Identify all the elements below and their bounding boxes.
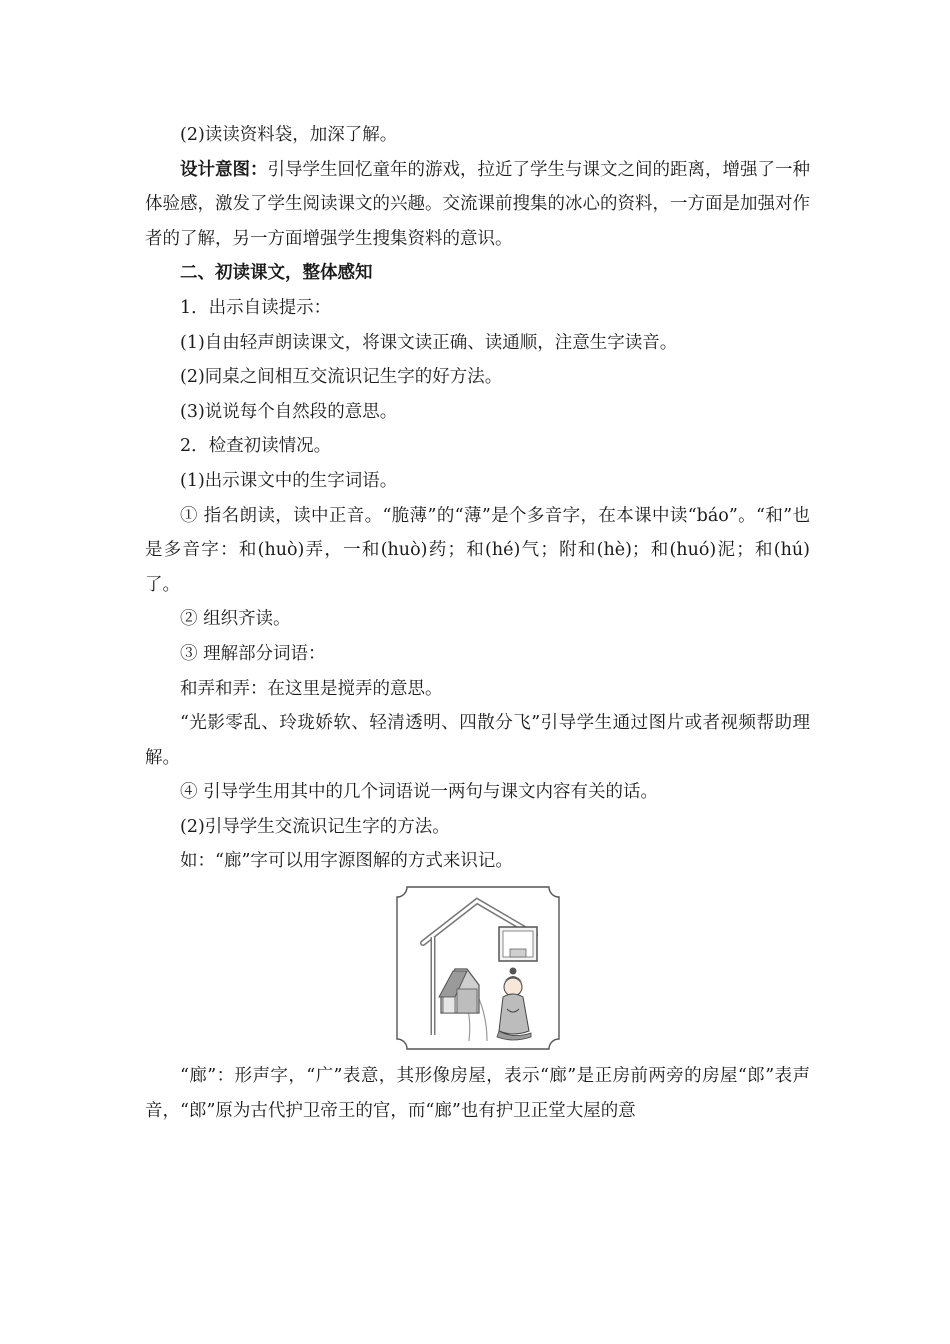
document-page [145,118,810,1128]
paragraph-image-help: “光影零乱、玲珑娇软、轻清透明、四散分飞”引导学生通过图片或者视频帮助理解。 [145,713,810,768]
paragraph-read-info-bag: (2)读读资料袋，加深了解。 [180,125,398,145]
section-heading-first-reading: 二、初读课文，整体感知 [180,263,373,284]
paragraph-memorize-method: (2)引导学生交流识记生字的方法。 [180,816,450,837]
paragraph-lang-explanation: “廊”：形声字，“广”表意，其形像房屋，表示“廊”是正房前两旁的房屋“郎”表声音，“郎”原为古代护卫帝王的官，而“廊”也有护卫正堂大屋的意 [145,1066,810,1121]
paragraph-tip-3: (3)说说每个自然段的意思。 [180,401,398,422]
paragraph-word-meaning: 和弄和弄：在这里是搅弄的意思。 [180,678,443,699]
paragraph-show-words: (1)出示课文中的生字词语。 [180,470,398,491]
paragraph-tip-2: (2)同桌之间相互交流识记生字的好方法。 [180,367,503,388]
paragraph-read-together: ② 组织齐读。 [180,609,291,630]
paragraph-make-sentence: ④ 引导学生用其中的几个词语说一两句与课文内容有关的话。 [180,782,659,803]
paragraph-tip-1: (1)自由轻声朗读课文，将课文读正确、读通顺，注意生字读音。 [180,332,678,353]
paragraph-design-intent [145,153,810,257]
lang-character-origin-illustration-icon [395,885,561,1051]
design-intent-label: 设计意图： [180,159,268,180]
design-intent-text: 引导学生回忆童年的游戏，拉近了学生与课文之间的距离，增强了一种体验感，激发了学生阅读课文的兴趣。交流课前搜集的冰心的资料，一方面是加强对作者的了解，另一方面增强学生搜集资料的意识。 [145,159,810,249]
figure-container [145,885,810,1055]
paragraph-self-reading-tips: 1．出示自读提示： [180,297,332,318]
paragraph-understand-words: ③ 理解部分词语： [180,643,326,664]
paragraph-example-lang: 如：“廊”字可以用字源图解的方式来识记。 [180,851,513,872]
paragraph-pronunciation: ① 指名朗读，读中正音。“脆薄”的“薄”是个多音字，在本课中读“báo”。“和”也是多音字：和(huò)弄，一和(huò)药；和(hé)气；附和(hè)；和(huó)泥；和(hú)了。 [145,505,810,595]
paragraph-check-reading: 2．检查初读情况。 [180,436,332,457]
